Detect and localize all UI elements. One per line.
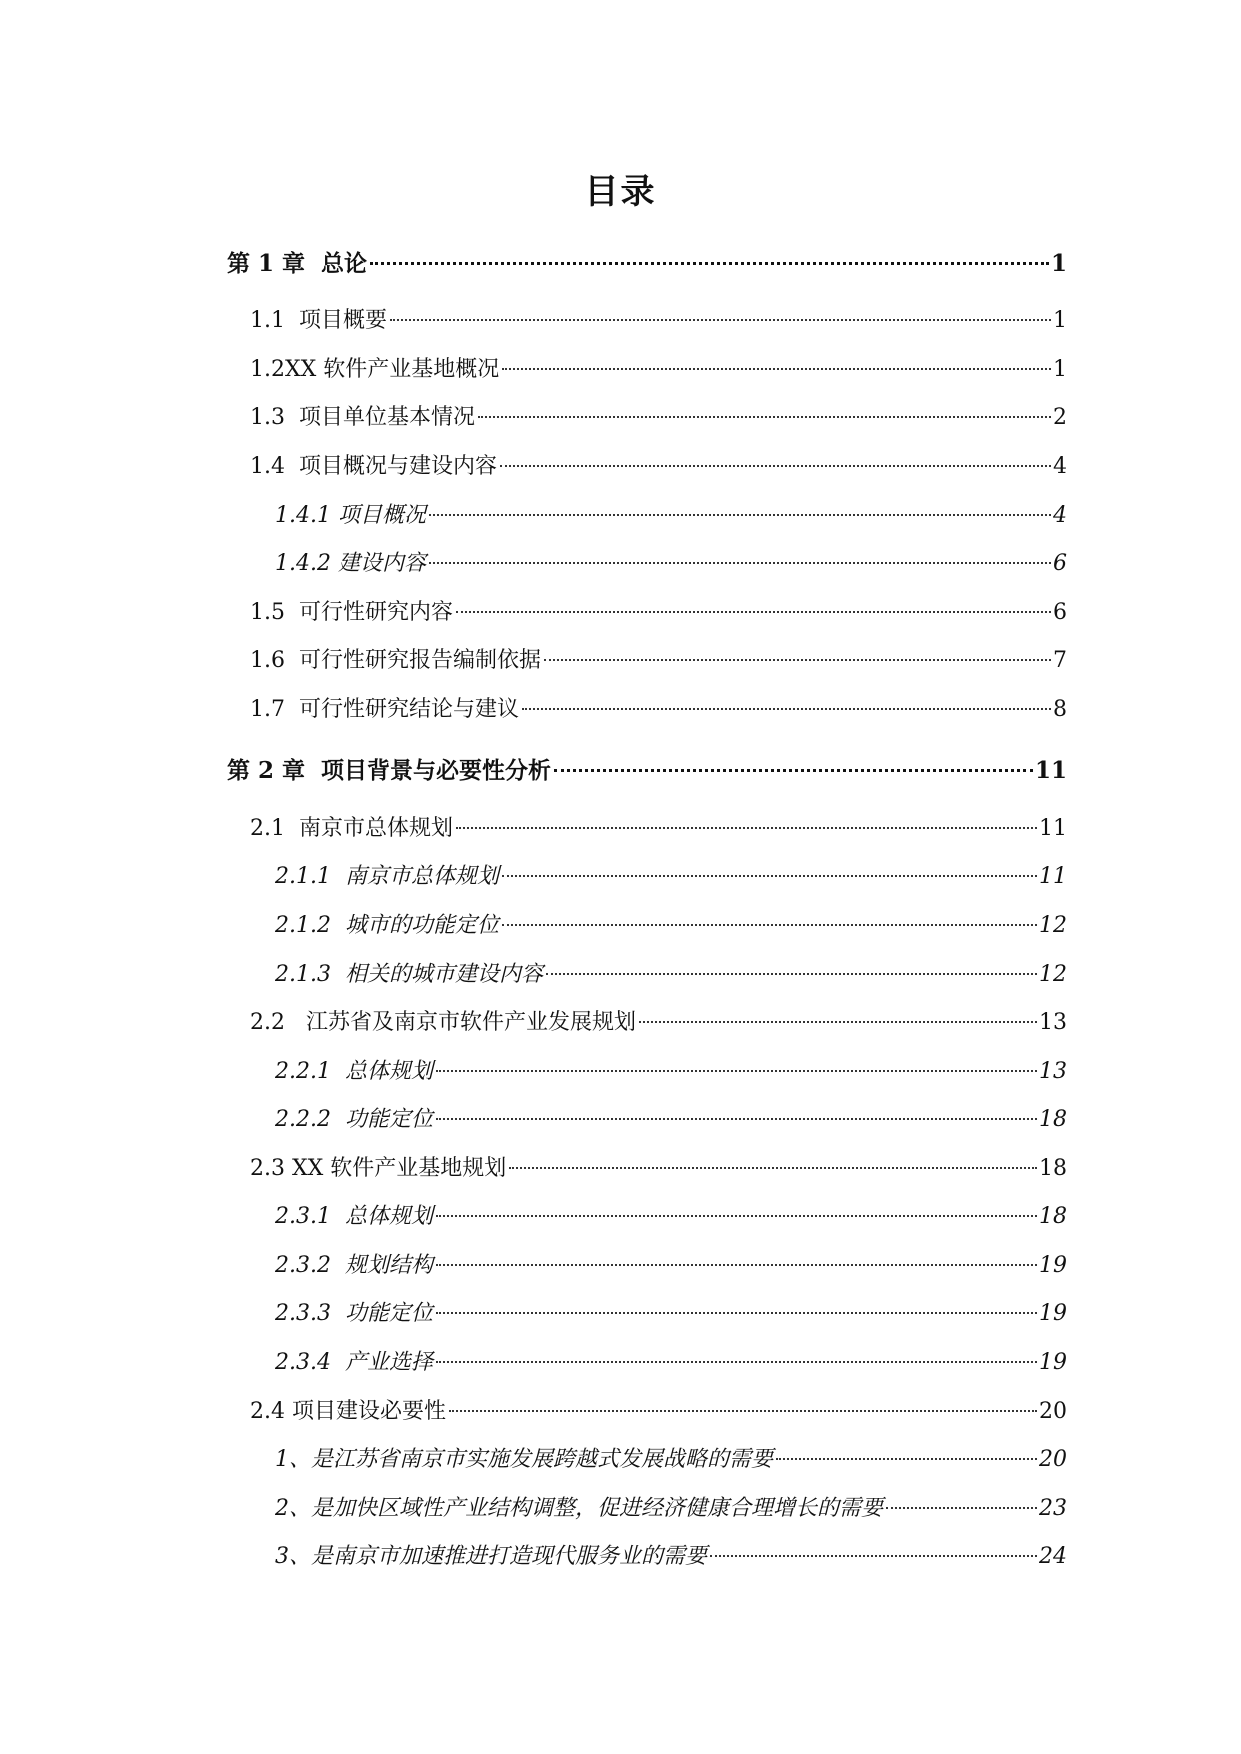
toc-entry-page: 4 bbox=[1053, 454, 1067, 479]
dot-leader bbox=[436, 1118, 1037, 1120]
dot-leader bbox=[639, 1021, 1037, 1023]
toc-entry-page: 2 bbox=[1053, 405, 1067, 430]
toc-entry-2-1[interactable] bbox=[250, 811, 1067, 842]
toc-entry-label: 2.3.4 产业选择 bbox=[275, 1350, 433, 1375]
dot-leader bbox=[776, 1458, 1037, 1460]
toc-entry-2-3-2[interactable] bbox=[275, 1248, 1067, 1279]
toc-entry-label: 2.1.3 相关的城市建设内容 bbox=[275, 962, 543, 987]
toc-entry-page: 11 bbox=[1034, 757, 1067, 784]
toc-entry-1-3[interactable] bbox=[250, 400, 1067, 431]
toc-entry-1-4-2[interactable] bbox=[275, 546, 1067, 577]
toc-entry-page: 7 bbox=[1053, 648, 1067, 673]
toc-entry-label: 第 1 章 总论 bbox=[227, 250, 368, 277]
toc-entry-label: 2、是加快区域性产业结构调整，促进经济健康合理增长的需要 bbox=[275, 1496, 883, 1521]
toc-entry-2-2-1[interactable] bbox=[275, 1054, 1067, 1085]
toc-entry-label: 第 2 章 项目背景与必要性分析 bbox=[227, 757, 552, 784]
dot-leader bbox=[502, 368, 1051, 370]
toc-entry-2-1-3[interactable] bbox=[275, 957, 1067, 988]
dot-leader bbox=[502, 924, 1037, 926]
toc-entry-2-2[interactable] bbox=[250, 1005, 1067, 1036]
toc-entry-label: 1.6 可行性研究报告编制依据 bbox=[250, 648, 541, 673]
dot-leader bbox=[429, 562, 1051, 564]
toc-entry-2-4-item-2[interactable] bbox=[275, 1491, 1067, 1522]
dot-leader bbox=[429, 514, 1051, 516]
toc-entry-2-4[interactable] bbox=[250, 1394, 1067, 1425]
toc-entry-label: 1.1 项目概要 bbox=[250, 308, 387, 333]
toc-entry-label: 2.3.3 功能定位 bbox=[275, 1301, 433, 1326]
toc-entry-chapter-1[interactable] bbox=[227, 245, 1067, 278]
toc-entry-2-1-2[interactable] bbox=[275, 908, 1067, 939]
dot-leader bbox=[502, 875, 1037, 877]
dot-leader bbox=[436, 1264, 1037, 1266]
dot-leader bbox=[436, 1215, 1037, 1217]
toc-entry-label: 2.3 XX 软件产业基地规划 bbox=[250, 1156, 507, 1181]
dot-leader bbox=[500, 465, 1051, 467]
toc-entry-page: 8 bbox=[1053, 697, 1067, 722]
toc-entry-label: 2.4 项目建设必要性 bbox=[250, 1399, 446, 1424]
toc-entry-page: 12 bbox=[1039, 962, 1067, 987]
dot-leader bbox=[544, 659, 1051, 661]
toc-entry-label: 1.4.2 建设内容 bbox=[275, 551, 426, 576]
toc-entry-label: 1、是江苏省南京市实施发展跨越式发展战略的需要 bbox=[275, 1447, 773, 1472]
dot-leader bbox=[436, 1312, 1037, 1314]
toc-entry-2-2-2[interactable] bbox=[275, 1102, 1067, 1133]
toc-entry-page: 24 bbox=[1039, 1544, 1067, 1569]
toc-entry-chapter-2[interactable] bbox=[227, 752, 1067, 785]
toc-entry-page: 1 bbox=[1053, 308, 1067, 333]
toc-entry-1-4-1[interactable] bbox=[275, 498, 1067, 529]
toc-entry-page: 19 bbox=[1039, 1301, 1067, 1326]
toc-entry-page: 13 bbox=[1039, 1010, 1067, 1035]
dot-leader bbox=[436, 1070, 1037, 1072]
toc-entry-label: 2.3.2 规划结构 bbox=[275, 1253, 433, 1278]
toc-entry-label: 2.1 南京市总体规划 bbox=[250, 816, 453, 841]
toc-entry-1-2[interactable] bbox=[250, 352, 1067, 383]
toc-entry-1-5[interactable] bbox=[250, 595, 1067, 626]
dot-leader bbox=[546, 973, 1037, 975]
toc-entry-page: 18 bbox=[1039, 1156, 1067, 1181]
dot-leader bbox=[886, 1507, 1037, 1509]
toc-entry-label: 2.2.1 总体规划 bbox=[275, 1059, 433, 1084]
toc-entry-label: 2.2 江苏省及南京市软件产业发展规划 bbox=[250, 1010, 636, 1035]
page-title: 目录 bbox=[584, 172, 657, 212]
toc-entry-1-4[interactable] bbox=[250, 449, 1067, 480]
toc-entry-page: 1 bbox=[1050, 250, 1067, 277]
toc-entry-page: 6 bbox=[1053, 551, 1067, 576]
toc-entry-label: 1.5 可行性研究内容 bbox=[250, 600, 453, 625]
toc-entry-label: 1.2XX 软件产业基地概况 bbox=[250, 357, 500, 382]
toc-entry-page: 18 bbox=[1039, 1204, 1067, 1229]
toc-entry-1-1[interactable] bbox=[250, 303, 1067, 334]
toc-entry-page: 19 bbox=[1039, 1350, 1067, 1375]
dot-leader bbox=[456, 611, 1051, 613]
toc-entry-label: 1.4 项目概况与建设内容 bbox=[250, 454, 497, 479]
dot-leader bbox=[449, 1410, 1037, 1412]
dot-leader bbox=[456, 827, 1037, 829]
dot-leader bbox=[370, 262, 1049, 265]
dot-leader bbox=[710, 1555, 1037, 1557]
dot-leader bbox=[509, 1167, 1037, 1169]
toc-entry-label: 2.1.1 南京市总体规划 bbox=[275, 864, 499, 889]
toc-entry-page: 13 bbox=[1039, 1059, 1067, 1084]
toc-entry-page: 11 bbox=[1039, 864, 1067, 889]
toc-entry-page: 23 bbox=[1039, 1496, 1067, 1521]
toc-entry-label: 2.2.2 功能定位 bbox=[275, 1107, 433, 1132]
toc-entry-1-6[interactable] bbox=[250, 643, 1067, 674]
toc-entry-label: 1.7 可行性研究结论与建议 bbox=[250, 697, 519, 722]
toc-entry-page: 11 bbox=[1039, 816, 1067, 841]
toc-entry-2-1-1[interactable] bbox=[275, 859, 1067, 890]
toc-entry-label: 1.4.1 项目概况 bbox=[275, 503, 426, 528]
dot-leader bbox=[390, 319, 1051, 321]
toc-entry-page: 18 bbox=[1039, 1107, 1067, 1132]
dot-leader bbox=[554, 769, 1033, 772]
toc-entry-label: 2.1.2 城市的功能定位 bbox=[275, 913, 499, 938]
toc-entry-page: 4 bbox=[1053, 503, 1067, 528]
dot-leader bbox=[522, 708, 1051, 710]
dot-leader bbox=[478, 416, 1051, 418]
toc-entry-label: 2.3.1 总体规划 bbox=[275, 1204, 433, 1229]
toc-entry-page: 12 bbox=[1039, 913, 1067, 938]
toc-entry-2-3-1[interactable] bbox=[275, 1199, 1067, 1230]
dot-leader bbox=[436, 1361, 1037, 1363]
toc-entry-page: 1 bbox=[1053, 357, 1067, 382]
toc-entry-page: 20 bbox=[1039, 1447, 1067, 1472]
toc-entry-2-4-item-3[interactable] bbox=[275, 1539, 1067, 1570]
toc-entry-page: 19 bbox=[1039, 1253, 1067, 1278]
toc-entry-2-3-4[interactable] bbox=[275, 1345, 1067, 1376]
toc-entry-2-3[interactable] bbox=[250, 1151, 1067, 1182]
toc-entry-page: 6 bbox=[1053, 600, 1067, 625]
toc-entry-label: 3、是南京市加速推进打造现代服务业的需要 bbox=[275, 1544, 707, 1569]
toc-entry-label: 1.3 项目单位基本情况 bbox=[250, 405, 475, 430]
toc-entry-1-7[interactable] bbox=[250, 692, 1067, 723]
toc-entry-page: 20 bbox=[1039, 1399, 1067, 1424]
toc-entry-2-4-item-1[interactable] bbox=[275, 1442, 1067, 1473]
toc-entry-2-3-3[interactable] bbox=[275, 1296, 1067, 1327]
